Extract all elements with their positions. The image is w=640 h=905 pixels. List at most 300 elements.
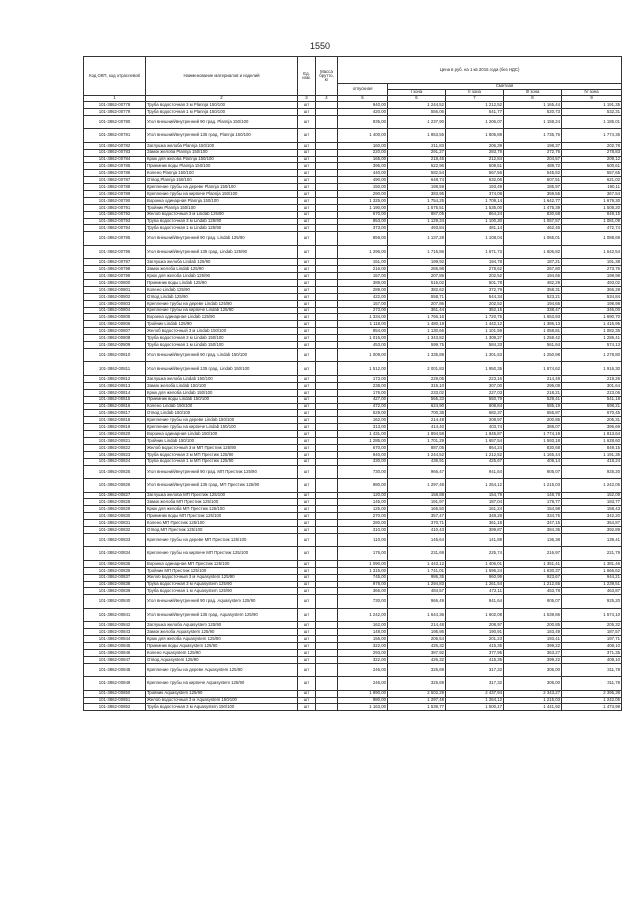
zone-1-price-cell: 211,83 — [388, 142, 446, 149]
product-name-cell: Угол внешний/внутренний 90 град. Aquasystem 125/90 — [146, 595, 298, 609]
zone-4-price-cell: 183,77 — [562, 499, 622, 506]
zone-1-price-cell: 291,27 — [388, 149, 446, 156]
zone-1-price-cell: 1 443,12 — [388, 560, 446, 567]
product-code-cell: 101-3862-00838 — [84, 581, 146, 588]
mass-cell — [316, 492, 338, 499]
unit-cell: шт — [298, 348, 316, 362]
sale-price-cell: 1 285,00 — [338, 437, 388, 444]
product-name-cell: Крепление трубы на дереве Aquasystem 125/90 — [146, 663, 298, 677]
mass-cell — [316, 636, 338, 643]
zone-2-price-cell: 377,95 — [446, 649, 504, 656]
table-row — [84, 170, 622, 177]
product-name-cell: Воронка одинарная Lindab 150/100 — [146, 431, 298, 438]
product-code-cell: 101-3862-00831 — [84, 520, 146, 527]
mass-cell — [316, 102, 338, 109]
zone-2-price-cell: 1 101,59 — [446, 328, 504, 335]
product-name-cell: Крюк для желоба Lindab 150/100 — [146, 389, 298, 396]
zone-4-price-cell: 944,21 — [562, 574, 622, 581]
table-row — [84, 567, 622, 574]
zone-1-price-cell: 887,05 — [388, 211, 446, 218]
zone-4-price-cell: 187,57 — [562, 629, 622, 636]
unit-cell: шт — [298, 424, 316, 431]
zone-1-price-cell: 887,05 — [388, 444, 446, 451]
unit-cell: шт — [298, 204, 316, 211]
unit-cell: шт — [298, 506, 316, 513]
table-row — [84, 410, 622, 417]
header-estimate: Сметная — [388, 84, 622, 90]
product-name-cell: Замок желоба Aquasystem 125/90 — [146, 629, 298, 636]
zone-4-price-cell: 1 628,60 — [562, 437, 622, 444]
mass-cell — [316, 622, 338, 629]
zone-4-price-cell: 273,76 — [562, 266, 622, 273]
product-name-cell: Крюк для желоба МП Престиж 125/100 — [146, 506, 298, 513]
zone-2-price-cell: 1 264,12 — [446, 479, 504, 493]
zone-1-price-cell: 383,95 — [388, 191, 446, 198]
product-name-cell: Угол внешний/внутренний 135 град. Plannja 150/100 — [146, 129, 298, 143]
mass-cell — [316, 444, 338, 451]
product-name-cell: Угол внешний/внутренний 135 град. Lindab 125/90 — [146, 245, 298, 259]
unit-cell: шт — [298, 567, 316, 574]
product-code-cell: 101-3862-00809 — [84, 342, 146, 349]
unit-cell: шт — [298, 335, 316, 342]
zone-3-price-cell: 1 874,62 — [504, 362, 562, 376]
zone-2-price-cell: 1 535,00 — [446, 204, 504, 211]
product-code-cell: 101-3862-00782 — [84, 142, 146, 149]
zone-2-price-cell: 194,78 — [446, 259, 504, 266]
unit-cell: шт — [298, 677, 316, 691]
zone-2-price-cell: 1 261,54 — [446, 581, 504, 588]
table-row — [84, 314, 622, 321]
zone-4-price-cell: 342,20 — [562, 513, 622, 520]
zone-3-price-cell: 1 351,41 — [504, 560, 562, 567]
table-row — [84, 451, 622, 458]
product-name-cell: Приемник воды Plannja 150/100 — [146, 163, 298, 170]
sale-price-cell: 330,00 — [338, 458, 388, 465]
table-row — [84, 266, 622, 273]
product-name-cell: Тройник МП Престиж 125/100 — [146, 567, 298, 574]
mass-cell — [316, 656, 338, 663]
mass-cell — [316, 184, 338, 191]
column-index: 1 — [84, 96, 146, 102]
mass-cell — [316, 362, 338, 376]
zone-1-price-cell: 207,86 — [388, 273, 446, 280]
zone-2-price-cell: 2 437,94 — [446, 690, 504, 697]
zone-1-price-cell: 515,02 — [388, 280, 446, 287]
product-code-cell: 101-3862-00834 — [84, 547, 146, 561]
table-row — [84, 129, 622, 143]
sale-price-cell: 859,00 — [338, 232, 388, 246]
zone-3-price-cell: 1 606,82 — [504, 245, 562, 259]
table-row — [84, 335, 622, 342]
zone-4-price-cell: 197,71 — [562, 636, 622, 643]
zone-2-price-cell: 283,78 — [446, 149, 504, 156]
table-row — [84, 362, 622, 376]
table-row — [84, 642, 622, 649]
mass-cell — [316, 280, 338, 287]
sale-price-cell: 313,00 — [338, 424, 388, 431]
table-row — [84, 444, 622, 451]
unit-cell: шт — [298, 307, 316, 314]
zone-4-price-cell: 1 185,01 — [562, 115, 622, 129]
table-row — [84, 690, 622, 697]
mass-cell — [316, 520, 338, 527]
product-name-cell: Крепление трубы на кирпиче Lindab 150/100 — [146, 424, 298, 431]
unit-cell: шт — [298, 163, 316, 170]
zone-1-price-cell: 624,90 — [388, 403, 446, 410]
column-index: 7 — [446, 96, 504, 102]
sale-price-cell: 162,00 — [338, 417, 388, 424]
zone-3-price-cell: 154,98 — [504, 506, 562, 513]
unit-cell: шт — [298, 170, 316, 177]
sale-price-cell: 670,00 — [338, 211, 388, 218]
sale-price-cell: 935,00 — [338, 115, 388, 129]
sale-price-cell: 173,00 — [338, 375, 388, 382]
sale-price-cell: 529,00 — [338, 410, 388, 417]
product-name-cell: Замок желоба Lindab 150/100 — [146, 382, 298, 389]
zone-1-price-cell: 1 137,28 — [388, 232, 446, 246]
table-row — [84, 431, 622, 438]
product-code-cell: 101-3862-00849 — [84, 677, 146, 691]
zone-1-price-cell: 233,02 — [388, 389, 446, 396]
product-name-cell: Тройник Lindab 125/90 — [146, 321, 298, 328]
product-name-cell: Отвод Aquasystem 125/90 — [146, 656, 298, 663]
table-row — [84, 204, 622, 211]
unit-cell: шт — [298, 458, 316, 465]
zone-4-price-cell: 574,13 — [562, 342, 622, 349]
sale-price-cell: 1 090,00 — [338, 560, 388, 567]
header-zone-4: IV зона — [562, 90, 622, 96]
zone-3-price-cell: 453,78 — [504, 588, 562, 595]
sale-price-cell: 1 325,00 — [338, 197, 388, 204]
sale-price-cell: 980,00 — [338, 479, 388, 493]
table-row — [84, 218, 622, 225]
zone-1-price-cell: 1 130,66 — [388, 328, 446, 335]
zone-1-price-cell: 599,75 — [388, 342, 446, 349]
zone-4-price-cell: 205,31 — [562, 417, 622, 424]
zone-4-price-cell: 301,64 — [562, 382, 622, 389]
product-code-cell: 101-3862-00822 — [84, 444, 146, 451]
sale-price-cell: 427,00 — [338, 396, 388, 403]
zone-3-price-cell: 1 058,81 — [504, 328, 562, 335]
product-name-cell: Желоб водосточный 3 м МП Престиж 125/90 — [146, 444, 298, 451]
mass-cell — [316, 389, 338, 396]
mass-cell — [316, 581, 338, 588]
unit-cell: шт — [298, 690, 316, 697]
zone-2-price-cell: 1 696,24 — [446, 567, 504, 574]
unit-cell: шт — [298, 649, 316, 656]
zone-1-price-cell: 207,86 — [388, 300, 446, 307]
table-row — [84, 293, 622, 300]
table-row — [84, 273, 622, 280]
product-code-cell: 101-3862-00797 — [84, 259, 146, 266]
zone-4-price-cell: 1 381,46 — [562, 560, 622, 567]
mass-cell — [316, 479, 338, 493]
zone-4-price-cell: 408,10 — [562, 642, 622, 649]
zone-4-price-cell: 190,11 — [562, 184, 622, 191]
zone-3-price-cell: 399,22 — [504, 642, 562, 649]
product-code-cell: 101-3862-00792 — [84, 211, 146, 218]
unit-cell: шт — [298, 437, 316, 444]
product-code-cell: 101-3862-00780 — [84, 115, 146, 129]
mass-cell — [316, 465, 338, 479]
zone-1-price-cell: 1 741,01 — [388, 567, 446, 574]
product-code-cell: 101-3862-00845 — [84, 642, 146, 649]
table-row — [84, 259, 622, 266]
table-row — [84, 629, 622, 636]
product-code-cell: 101-3862-00796 — [84, 245, 146, 259]
sale-price-cell: 730,00 — [338, 465, 388, 479]
product-code-cell: 101-3862-00815 — [84, 396, 146, 403]
zone-2-price-cell: 201,23 — [446, 636, 504, 643]
zone-2-price-cell: 317,32 — [446, 663, 504, 677]
zone-1-price-cell: 1 539,77 — [388, 704, 446, 711]
zone-3-price-cell: 655,87 — [504, 410, 562, 417]
sale-price-cell: 110,00 — [338, 533, 388, 547]
zone-4-price-cell: 152,09 — [562, 492, 622, 499]
product-code-cell: 101-3862-00820 — [84, 431, 146, 438]
sale-price-cell: 1 400,00 — [338, 129, 388, 143]
zone-2-price-cell: 307,00 — [446, 382, 504, 389]
product-code-cell: 101-3862-00787 — [84, 177, 146, 184]
table-row — [84, 375, 622, 382]
zone-2-price-cell: 206,39 — [446, 142, 504, 149]
zone-3-price-cell: 830,68 — [504, 211, 562, 218]
unit-cell: шт — [298, 547, 316, 561]
unit-cell: шт — [298, 444, 316, 451]
sale-price-cell: 157,00 — [338, 300, 388, 307]
zone-4-price-cell: 158,43 — [562, 506, 622, 513]
sale-price-cell: 120,00 — [338, 492, 388, 499]
sale-price-cell: 853,00 — [338, 218, 388, 225]
zone-3-price-cell: 272,76 — [504, 149, 562, 156]
table-row — [84, 328, 622, 335]
zone-3-price-cell: 359,55 — [504, 191, 562, 198]
sale-price-cell: 978,00 — [338, 581, 388, 588]
mass-cell — [316, 560, 338, 567]
product-name-cell: Труба водосточная 3 м Aquasystem 150/100 — [146, 704, 298, 711]
product-name-cell: Угол внешний/внутренний 135 град. Aquasystem 125/90 — [146, 608, 298, 622]
zone-2-price-cell: 567,56 — [446, 170, 504, 177]
sale-price-cell: 162,00 — [338, 622, 388, 629]
mass-cell — [316, 273, 338, 280]
product-code-cell: 101-3862-00786 — [84, 170, 146, 177]
zone-1-price-cell: 1 766,16 — [388, 314, 446, 321]
table-row — [84, 232, 622, 246]
product-name-cell: Приемник воды Lindab 150/100 — [146, 396, 298, 403]
zone-1-price-cell: 1 644,36 — [388, 608, 446, 622]
mass-cell — [316, 232, 338, 246]
zone-1-price-cell: 370,71 — [388, 520, 446, 527]
zone-2-price-cell: 225,74 — [446, 547, 504, 561]
zone-4-price-cell: 849,15 — [562, 444, 622, 451]
zone-3-price-cell: 1 215,03 — [504, 479, 562, 493]
zone-1-price-cell: 558,71 — [388, 293, 446, 300]
product-name-cell: Крепление трубы на кирпиче МП Престиж 125/100 — [146, 547, 298, 561]
sale-price-cell: 730,00 — [338, 595, 388, 609]
zone-3-price-cell: 347,15 — [504, 520, 562, 527]
mass-cell — [316, 403, 338, 410]
product-name-cell: Замок желоба МП Престиж 125/100 — [146, 499, 298, 506]
zone-1-price-cell: 426,32 — [388, 656, 446, 663]
unit-cell: шт — [298, 286, 316, 293]
product-name-cell: Желоб водосточный 3 м Lindab 150/100 — [146, 328, 298, 335]
product-code-cell: 101-3862-00846 — [84, 649, 146, 656]
sale-price-cell: 940,00 — [338, 102, 388, 109]
zone-3-price-cell: 200,85 — [504, 417, 562, 424]
product-name-cell: Труба водосточная 3 м Plannja 150/100 — [146, 102, 298, 109]
zone-3-price-cell: 305,00 — [504, 677, 562, 691]
product-name-cell: Отвод Lindab 125/90 — [146, 293, 298, 300]
mass-cell — [316, 149, 338, 156]
mass-cell — [316, 300, 338, 307]
zone-1-price-cell: 648,74 — [388, 177, 446, 184]
zone-2-price-cell: 584,33 — [446, 342, 504, 349]
product-code-cell: 101-3862-00844 — [84, 636, 146, 643]
table-row — [84, 142, 622, 149]
table-row — [84, 191, 622, 198]
product-name-cell: Заглушка желоба МП Престиж 125/100 — [146, 492, 298, 499]
product-code-cell: 101-3862-00810 — [84, 348, 146, 362]
zone-3-price-cell: 1 735,76 — [504, 129, 562, 143]
zone-4-price-cell: 1 416,95 — [562, 321, 622, 328]
product-name-cell: Тройник Plannja 150/100 — [146, 204, 298, 211]
mass-cell — [316, 225, 338, 232]
table-row — [84, 149, 622, 156]
zone-1-price-cell: 325,69 — [388, 677, 446, 691]
zone-3-price-cell: 358,31 — [504, 286, 562, 293]
zone-3-price-cell: 1 475,39 — [504, 204, 562, 211]
zone-2-price-cell: 212,84 — [446, 156, 504, 163]
sale-price-cell: 745,00 — [338, 574, 388, 581]
zone-3-price-cell: 399,22 — [504, 656, 562, 663]
unit-cell: шт — [298, 300, 316, 307]
zone-3-price-cell: 1 250,98 — [504, 348, 562, 362]
zone-1-price-cell: 966,47 — [388, 465, 446, 479]
product-code-cell: 101-3862-00779 — [84, 108, 146, 115]
zone-2-price-cell: 682,37 — [446, 410, 504, 417]
zone-3-price-cell: 830,68 — [504, 444, 562, 451]
product-name-cell: Труба водосточная 1 м Lindab 150/100 — [146, 342, 298, 349]
table-row — [84, 424, 622, 431]
table-row — [84, 211, 622, 218]
zone-4-price-cell: 1 666,62 — [562, 567, 622, 574]
product-name-cell: Колено Aquasystem 125/90 — [146, 649, 298, 656]
sale-price-cell: 1 242,00 — [338, 608, 388, 622]
zone-4-price-cell: 1 916,30 — [562, 362, 622, 376]
unit-cell: шт — [298, 273, 316, 280]
zone-4-price-cell: 346,00 — [562, 307, 622, 314]
table-row — [84, 581, 622, 588]
zone-4-price-cell: 1 191,35 — [562, 102, 622, 109]
sale-price-cell: 270,00 — [338, 513, 388, 520]
zone-2-price-cell: 317,32 — [446, 677, 504, 691]
mass-cell — [316, 697, 338, 704]
zone-3-price-cell: 194,65 — [504, 300, 562, 307]
unit-cell: шт — [298, 704, 316, 711]
zone-4-price-cell: 1 813,64 — [562, 431, 622, 438]
sale-price-cell: 940,00 — [338, 451, 388, 458]
zone-4-price-cell: 2 395,38 — [562, 690, 622, 697]
sale-price-cell: 1 163,00 — [338, 704, 388, 711]
zone-2-price-cell: 941,64 — [446, 595, 504, 609]
table-row — [84, 348, 622, 362]
table-row — [84, 636, 622, 643]
zone-2-price-cell: 202,52 — [446, 273, 504, 280]
header-zone-1: I зона — [388, 90, 446, 96]
zone-3-price-cell: 136,38 — [504, 533, 562, 547]
zone-3-price-cell: 363,27 — [504, 649, 562, 656]
mass-cell — [316, 663, 338, 677]
sale-price-cell: 216,00 — [338, 266, 388, 273]
zone-1-price-cell: 1 129,34 — [388, 218, 446, 225]
sale-price-cell: 125,00 — [338, 506, 388, 513]
mass-cell — [316, 307, 338, 314]
zone-3-price-cell: 2 343,27 — [504, 690, 562, 697]
zone-4-price-cell: 1 473,98 — [562, 704, 622, 711]
sale-price-cell: 280,00 — [338, 520, 388, 527]
zone-3-price-cell: 1 441,92 — [504, 704, 562, 711]
zone-4-price-cell: 1 774,35 — [562, 129, 622, 143]
unit-cell: шт — [298, 595, 316, 609]
zone-4-price-cell: 1 242,05 — [562, 697, 622, 704]
zone-3-price-cell: 561,64 — [504, 342, 562, 349]
mass-cell — [316, 321, 338, 328]
table-row — [84, 458, 622, 465]
zone-2-price-cell: 509,51 — [446, 163, 504, 170]
zone-1-price-cell: 229,05 — [388, 375, 446, 382]
product-code-cell: 101-3862-00850 — [84, 690, 146, 697]
zone-2-price-cell: 202,52 — [446, 300, 504, 307]
zone-3-price-cell: 1 593,18 — [504, 437, 562, 444]
zone-3-price-cell: 523,21 — [504, 293, 562, 300]
table-row — [84, 533, 622, 547]
unit-cell: шт — [298, 417, 316, 424]
product-name-cell: Угол внешний/внутренний 135 град. Lindab 150/100 — [146, 362, 298, 376]
product-code-cell: 101-3862-00804 — [84, 307, 146, 314]
zone-3-price-cell: 187,21 — [504, 259, 562, 266]
sale-price-cell: 238,00 — [338, 382, 388, 389]
mass-cell — [316, 191, 338, 198]
unit-cell: шт — [298, 382, 316, 389]
zone-2-price-cell: 361,18 — [446, 520, 504, 527]
zone-2-price-cell: 399,87 — [446, 526, 504, 533]
product-code-cell: 101-3862-00784 — [84, 156, 146, 163]
zone-1-price-cell: 214,48 — [388, 417, 446, 424]
product-code-cell: 101-3862-00788 — [84, 184, 146, 191]
product-code-cell: 101-3862-00817 — [84, 410, 146, 417]
zone-4-price-cell: 408,10 — [562, 656, 622, 663]
product-name-cell: Желоб водосточный 3 м Aquasystem 150/100 — [146, 697, 298, 704]
unit-cell: шт — [298, 697, 316, 704]
zone-2-price-cell: 544,34 — [446, 293, 504, 300]
product-name-cell: Труба водосточная 3 м Aquasystem 125/90 — [146, 581, 298, 588]
column-index: 5 — [338, 96, 388, 102]
mass-cell — [316, 431, 338, 438]
page-number: 1550 — [309, 41, 331, 51]
zone-2-price-cell: 403,74 — [446, 424, 504, 431]
mass-cell — [316, 608, 338, 622]
sale-price-cell: 422,00 — [338, 293, 388, 300]
column-index: 2 — [146, 96, 298, 102]
header-zone-2: II зона — [446, 90, 504, 96]
product-code-cell: 101-3862-00806 — [84, 321, 146, 328]
table-row — [84, 479, 622, 493]
product-name-cell: Крюк для желоба Lindab 125/90 — [146, 273, 298, 280]
zone-4-price-cell: 500,61 — [562, 163, 622, 170]
sale-price-cell: 373,00 — [338, 225, 388, 232]
product-code-cell: 101-3862-00841 — [84, 608, 146, 622]
sale-price-cell: 246,00 — [338, 677, 388, 691]
